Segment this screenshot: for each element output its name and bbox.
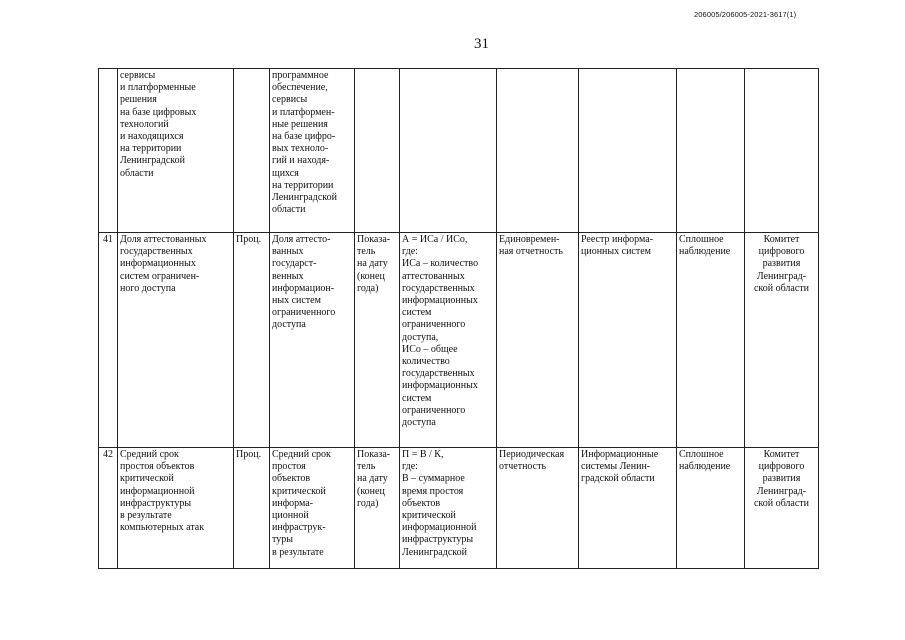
text-line: (конец: [357, 485, 385, 497]
text-line: Информационные: [581, 449, 659, 460]
text-line: наблюдение: [679, 246, 731, 258]
indicator-name: [118, 448, 234, 569]
text-line: Ленинградской: [120, 155, 185, 167]
text-line: и платформенные: [120, 82, 196, 94]
text-line: гий и находя-: [272, 155, 330, 167]
text-line: ванных: [272, 246, 304, 258]
text-line: государственных: [402, 368, 475, 380]
text-line: ской области: [753, 497, 810, 509]
text-line: систем ограничен-: [120, 270, 200, 282]
text-line: информацион-: [272, 282, 335, 294]
collection-method: [677, 69, 745, 233]
text-line: систем: [402, 392, 432, 404]
indicator-definition: [270, 233, 355, 448]
text-line: критической: [272, 485, 326, 497]
text-line: информа-: [272, 497, 314, 509]
text-line: информационных: [402, 295, 478, 307]
text-line: Доля аттестованных: [120, 234, 207, 245]
text-line: В – суммарное: [402, 473, 465, 485]
text-line: ограниченного: [272, 307, 336, 319]
data-source: [579, 69, 677, 233]
text-line: систем: [402, 307, 432, 319]
reporting-periodicity: [497, 69, 579, 233]
text-line: компьютерных атак: [120, 522, 205, 534]
row-number: [99, 69, 118, 233]
text-line: объектов: [402, 497, 441, 509]
text-line: государственных: [120, 246, 193, 258]
unit-of-measure: [234, 69, 270, 233]
text-line: государст-: [272, 258, 317, 270]
table-row: [99, 448, 819, 569]
data-source: [579, 448, 677, 569]
text-line: области: [272, 204, 306, 216]
text-line: щихся: [272, 167, 299, 179]
text-line: ской области: [753, 282, 810, 294]
text-line: цифрового: [758, 461, 805, 473]
reporting-periodicity: [497, 233, 579, 448]
indicator-type: [355, 69, 400, 233]
unit-of-measure: Проц.: [234, 233, 270, 448]
text-line: А = ИСа / ИСо,: [402, 234, 468, 245]
text-line: инфраструктуры: [402, 534, 474, 546]
text-line: инфраструктуры: [120, 497, 192, 509]
text-line: ные решения: [272, 118, 328, 130]
text-line: Единовремен-: [499, 234, 560, 245]
text-line: критической: [120, 473, 174, 485]
text-line: (конец: [357, 270, 385, 282]
text-line: системы Ленин-: [581, 461, 651, 473]
text-line: в результате: [272, 546, 324, 558]
text-line: года): [357, 497, 379, 509]
text-line: развития: [762, 258, 801, 270]
text-line: критической: [402, 510, 456, 522]
table-row: [99, 233, 819, 448]
text-line: инфраструк-: [272, 522, 326, 534]
text-line: на территории: [120, 143, 182, 155]
collection-method: [677, 448, 745, 569]
text-line: туры: [272, 534, 293, 546]
text-line: информационных: [120, 258, 196, 270]
calculation-formula: [400, 448, 497, 569]
text-line: на базе цифровых: [120, 106, 197, 118]
text-line: на дату: [357, 258, 388, 270]
text-line: ная отчетность: [499, 246, 563, 258]
text-line: и находящихся: [120, 131, 184, 143]
calculation-formula: [400, 69, 497, 233]
text-line: тель: [357, 461, 376, 473]
unit-of-measure: Проц.: [234, 448, 270, 569]
text-line: объектов: [272, 473, 311, 485]
indicator-type: [355, 233, 400, 448]
text-line: доступа,: [402, 331, 439, 343]
text-line: количество: [402, 356, 450, 368]
text-line: на дату: [357, 473, 388, 485]
text-line: Средний срок: [272, 449, 331, 460]
indicator-definition: [270, 448, 355, 569]
text-line: ционной: [272, 510, 309, 522]
text-line: Реестр информа-: [581, 234, 654, 245]
text-line: сервисы: [120, 70, 156, 81]
text-line: на территории: [272, 179, 334, 191]
text-line: Показа-: [357, 449, 391, 460]
text-line: Ленинградской: [272, 192, 337, 204]
text-line: технологий: [120, 118, 169, 130]
text-line: Показа-: [357, 234, 391, 245]
text-line: Ленинград-: [756, 485, 807, 497]
text-line: Комитет: [763, 234, 800, 245]
text-line: ИСо – общее: [402, 343, 458, 355]
calculation-formula: [400, 233, 497, 448]
text-line: отчетность: [499, 461, 547, 473]
text-line: время простоя: [402, 485, 464, 497]
responsible-body: [745, 448, 819, 569]
text-line: П = В / К,: [402, 449, 444, 460]
text-line: где:: [402, 461, 418, 473]
page-number: 31: [474, 36, 489, 52]
text-line: ного доступа: [120, 282, 176, 294]
responsible-body: [745, 69, 819, 233]
text-line: наблюдение: [679, 461, 731, 473]
data-source: [579, 233, 677, 448]
responsible-body: [745, 233, 819, 448]
text-line: в результате: [120, 510, 172, 522]
text-line: ИСа – количество: [402, 258, 479, 270]
table-row: [99, 69, 819, 233]
text-line: Доля аттесто-: [272, 234, 331, 245]
text-line: ограниченного: [402, 319, 466, 331]
collection-method: [677, 233, 745, 448]
indicator-name: [118, 69, 234, 233]
text-line: информационной: [402, 522, 477, 534]
text-line: области: [120, 167, 154, 179]
indicator-definition: [270, 69, 355, 233]
text-line: и платформен-: [272, 106, 335, 118]
text-line: Сплошное: [679, 449, 724, 460]
text-line: где:: [402, 246, 418, 258]
text-line: обеспечение,: [272, 82, 328, 94]
text-line: тель: [357, 246, 376, 258]
document-id: 206005/206005-2021-3617(1): [694, 10, 797, 19]
text-line: решения: [120, 94, 157, 106]
indicator-table: [98, 68, 819, 569]
text-line: ционных систем: [581, 246, 651, 258]
indicator-name: [118, 233, 234, 448]
text-line: Комитет: [763, 449, 800, 460]
row-number: 42: [99, 448, 118, 569]
text-line: цифрового: [758, 246, 805, 258]
text-line: простоя объектов: [120, 461, 195, 473]
text-line: Средний срок: [120, 449, 179, 460]
text-line: венных: [272, 270, 304, 282]
row-number: 41: [99, 233, 118, 448]
text-line: информационных: [402, 380, 478, 392]
text-line: доступа: [272, 319, 306, 331]
text-line: Сплошное: [679, 234, 724, 245]
text-line: Ленинград-: [756, 270, 807, 282]
text-line: простоя: [272, 461, 306, 473]
text-line: на базе цифро-: [272, 131, 336, 143]
text-line: Периодическая: [499, 449, 565, 460]
text-line: вых техноло-: [272, 143, 329, 155]
text-line: доступа: [402, 417, 436, 429]
text-line: развития: [762, 473, 801, 485]
text-line: сервисы: [272, 94, 308, 106]
text-line: ных систем: [272, 295, 321, 307]
text-line: информационной: [120, 485, 195, 497]
text-line: государственных: [402, 282, 475, 294]
reporting-periodicity: [497, 448, 579, 569]
text-line: ограниченного: [402, 404, 466, 416]
text-line: программное: [272, 70, 329, 81]
text-line: Ленинградской: [402, 546, 467, 558]
indicator-type: [355, 448, 400, 569]
text-line: градской области: [581, 473, 655, 485]
text-line: года): [357, 282, 379, 294]
text-line: аттестованных: [402, 270, 465, 282]
